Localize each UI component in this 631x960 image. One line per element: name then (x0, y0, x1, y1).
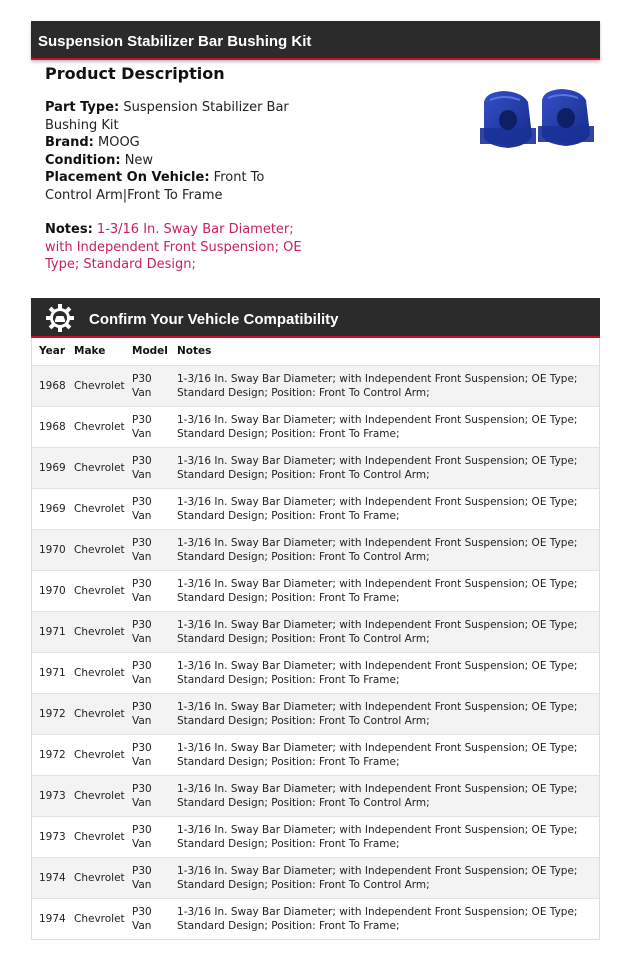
column-header-year: Year (39, 345, 66, 358)
cell-notes: 1-3/16 In. Sway Bar Diameter; with Independent Front Suspension; OE Type; Standard Design; Position: Front To Control Arm; (170, 693, 599, 734)
cell-notes: 1-3/16 In. Sway Bar Diameter; with Independent Front Suspension; OE Type; Standard Design; Position: Front To Frame; (170, 816, 599, 857)
table-row (32, 898, 599, 939)
bushing-right (538, 89, 594, 146)
bushing-left (480, 91, 536, 148)
cell-notes: 1-3/16 In. Sway Bar Diameter; with Independent Front Suspension; OE Type; Standard Design; Position: Front To Control Arm; (170, 529, 599, 570)
cell-year: 1970 (32, 529, 67, 570)
cell-make: Chevrolet (67, 816, 125, 857)
cell-model: P30 Van (125, 775, 170, 816)
cell-model: P30 Van (125, 652, 170, 693)
cell-model: P30 Van (125, 488, 170, 529)
cell-notes: 1-3/16 In. Sway Bar Diameter; with Independent Front Suspension; OE Type; Standard Design; Position: Front To Control Arm; (170, 447, 599, 488)
part-type-row (45, 99, 315, 134)
cell-year: 1973 (32, 816, 67, 857)
part-type-value: Suspension Stabilizer Bar Bushing Kit (45, 100, 289, 133)
cell-notes: 1-3/16 In. Sway Bar Diameter; with Independent Front Suspension; OE Type; Standard Design; Position: Front To Control Arm; (170, 365, 599, 406)
cell-year: 1970 (32, 570, 67, 611)
product-description (45, 64, 315, 274)
cell-model: P30 Van (125, 816, 170, 857)
cell-model: P30 Van (125, 529, 170, 570)
brand-label: Brand: (45, 135, 94, 150)
placement-value: Front To Control Arm|Front To Frame (45, 170, 265, 203)
table-row (32, 406, 599, 447)
table-row (32, 734, 599, 775)
cell-model: P30 Van (125, 570, 170, 611)
cell-make: Chevrolet (67, 488, 125, 529)
cell-year: 1968 (32, 365, 67, 406)
cell-year: 1968 (32, 406, 67, 447)
cell-model: P30 Van (125, 734, 170, 775)
table-row (32, 857, 599, 898)
cell-notes: 1-3/16 In. Sway Bar Diameter; with Independent Front Suspension; OE Type; Standard Design; Position: Front To Frame; (170, 652, 599, 693)
part-type-label: Part Type: (45, 100, 120, 115)
cell-model: P30 Van (125, 365, 170, 406)
cell-model: P30 Van (125, 611, 170, 652)
table-row (32, 447, 599, 488)
placement-row (45, 169, 315, 204)
cell-model: P30 Van (125, 693, 170, 734)
description-heading: Product Description (45, 64, 225, 83)
cell-make: Chevrolet (67, 365, 125, 406)
cell-year: 1971 (32, 611, 67, 652)
table-row (32, 611, 599, 652)
cell-notes: 1-3/16 In. Sway Bar Diameter; with Independent Front Suspension; OE Type; Standard Design; Position: Front To Frame; (170, 406, 599, 447)
cell-make: Chevrolet (67, 857, 125, 898)
cell-year: 1969 (32, 447, 67, 488)
cell-model: P30 Van (125, 447, 170, 488)
title-bar (31, 21, 600, 60)
cell-make: Chevrolet (67, 898, 125, 939)
cell-year: 1974 (32, 857, 67, 898)
notes-row (45, 221, 315, 274)
condition-value: New (124, 152, 154, 168)
placement-label: Placement On Vehicle: (45, 170, 210, 185)
table-row (32, 488, 599, 529)
cell-notes: 1-3/16 In. Sway Bar Diameter; with Independent Front Suspension; OE Type; Standard Design; Position: Front To Control Arm; (170, 775, 599, 816)
cell-make: Chevrolet (67, 693, 125, 734)
notes-value: 1-3/16 In. Sway Bar Diameter; with Independent Front Suspension; OE Type; Standard Design; (45, 222, 302, 272)
compatibility-table (31, 338, 600, 940)
cell-notes: 1-3/16 In. Sway Bar Diameter; with Independent Front Suspension; OE Type; Standard Design; Position: Front To Frame; (170, 570, 599, 611)
brand-value: MOOG (98, 135, 140, 150)
cell-notes: 1-3/16 In. Sway Bar Diameter; with Independent Front Suspension; OE Type; Standard Design; Position: Front To Control Arm; (170, 857, 599, 898)
cell-make: Chevrolet (67, 529, 125, 570)
cell-year: 1974 (32, 898, 67, 939)
table-row (32, 693, 599, 734)
cell-year: 1973 (32, 775, 67, 816)
cell-notes: 1-3/16 In. Sway Bar Diameter; with Independent Front Suspension; OE Type; Standard Design; Position: Front To Frame; (170, 898, 599, 939)
cell-make: Chevrolet (67, 775, 125, 816)
column-header-make: Make (74, 345, 106, 358)
cell-model: P30 Van (125, 857, 170, 898)
cell-notes: 1-3/16 In. Sway Bar Diameter; with Independent Front Suspension; OE Type; Standard Design; Position: Front To Frame; (170, 734, 599, 775)
cell-year: 1972 (32, 693, 67, 734)
condition-label: Condition: (45, 152, 121, 168)
condition-row (45, 152, 315, 170)
brand-row (45, 134, 315, 152)
cell-make: Chevrolet (67, 611, 125, 652)
table-row (32, 816, 599, 857)
column-header-notes: Notes (177, 345, 212, 358)
bushing-kit-image (478, 88, 596, 152)
table-row (32, 529, 599, 570)
cell-make: Chevrolet (67, 406, 125, 447)
column-header-model: Model (132, 345, 168, 358)
cell-make: Chevrolet (67, 734, 125, 775)
cell-year: 1972 (32, 734, 67, 775)
table-row (32, 652, 599, 693)
gear-car-icon (45, 303, 75, 333)
cell-model: P30 Van (125, 406, 170, 447)
cell-make: Chevrolet (67, 570, 125, 611)
cell-make: Chevrolet (67, 652, 125, 693)
cell-make: Chevrolet (67, 447, 125, 488)
table-row (32, 775, 599, 816)
cell-model: P30 Van (125, 898, 170, 939)
table-header-row (32, 338, 599, 365)
notes-label: Notes: (45, 222, 93, 237)
table-row (32, 570, 599, 611)
page-title: Suspension Stabilizer Bar Bushing Kit (38, 33, 312, 50)
cell-year: 1969 (32, 488, 67, 529)
table-row (32, 365, 599, 406)
cell-year: 1971 (32, 652, 67, 693)
cell-notes: 1-3/16 In. Sway Bar Diameter; with Independent Front Suspension; OE Type; Standard Design; Position: Front To Frame; (170, 488, 599, 529)
compatibility-header (31, 298, 600, 338)
cell-notes: 1-3/16 In. Sway Bar Diameter; with Independent Front Suspension; OE Type; Standard Design; Position: Front To Control Arm; (170, 611, 599, 652)
compatibility-title: Confirm Your Vehicle Compatibility (89, 311, 339, 328)
